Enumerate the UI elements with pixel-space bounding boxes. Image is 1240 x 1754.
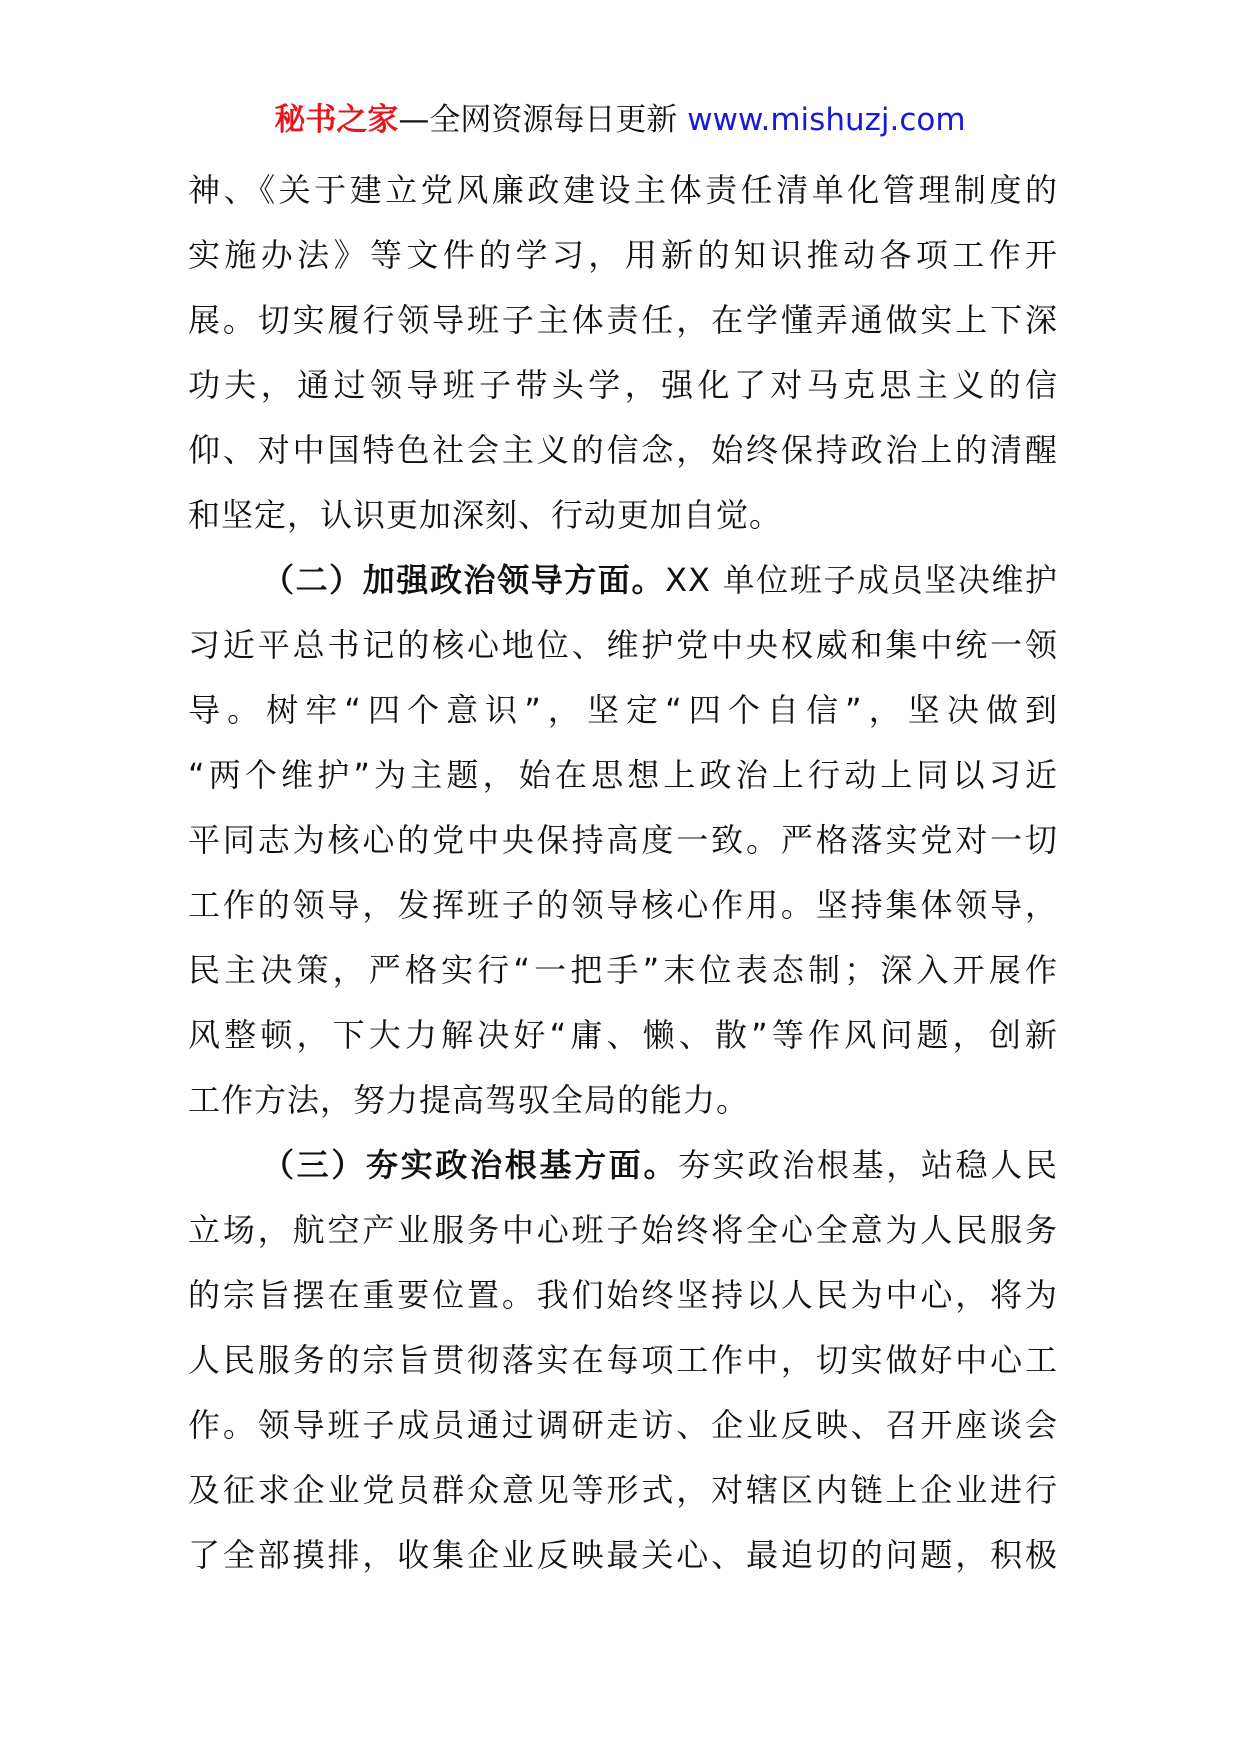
text-fragment: 夯实政治根基，站稳人民 (678, 1146, 1058, 1184)
section-heading: （二）加强政治领导方面。 (262, 561, 666, 599)
text-line: 民主决策，严格实行“一把手”末位表态制；深入开展作 (188, 951, 1058, 989)
text-line: 习近平总书记的核心地位、维护党中央权威和集中统一领 (188, 626, 1058, 664)
text-line: 工作方法，努力提高驾驭全局的能力。 (188, 1081, 750, 1119)
section-heading: （三）夯实政治根基方面。 (262, 1146, 679, 1184)
text-line: “两个维护”为主题，始在思想上政治上行动上同以习近 (188, 756, 1058, 794)
text-line: 展。切实履行领导班子主体责任，在学懂弄通做实上下深 (188, 301, 1058, 339)
text-line: 人民服务的宗旨贯彻落实在每项工作中，切实做好中心工 (188, 1341, 1058, 1379)
site-brand: 秘书之家 (274, 102, 399, 138)
text-line: 功夫，通过领导班子带头学，强化了对马克思主义的信 (188, 366, 1058, 404)
text-line: 仰、对中国特色社会主义的信念，始终保持政治上的清醒 (188, 431, 1058, 469)
text-line: 平同志为核心的党中央保持高度一致。严格落实党对一切 (188, 821, 1058, 859)
site-url-link[interactable]: www.mishuzj.com (687, 102, 966, 138)
text-line: 实施办法》等文件的学习，用新的知识推动各项工作开 (188, 236, 1058, 274)
text-line: 及征求企业党员群众意见等形式，对辖区内链上企业进行 (188, 1471, 1058, 1509)
text-line: 和坚定，认识更加深刻、行动更加自觉。 (188, 496, 783, 534)
header-tagline: —全网资源每日更新 (398, 102, 688, 138)
section-heading-line (188, 548, 1058, 613)
text-fragment: XX 单位班子成员坚决维护 (665, 561, 1058, 599)
text-line: 神、《关于建立党风廉政建设主体责任清单化管理制度的 (188, 171, 1058, 209)
document-body (188, 158, 1058, 1588)
text-line: 作。领导班子成员通过调研走访、企业反映、召开座谈会 (188, 1406, 1058, 1444)
text-line: 的宗旨摆在重要位置。我们始终坚持以人民为中心，将为 (188, 1276, 1058, 1314)
text-line: 导。树牢“四个意识”，坚定“四个自信”，坚决做到 (188, 691, 1058, 729)
text-line: 工作的领导，发挥班子的领导核心作用。坚持集体领导， (188, 886, 1058, 924)
page-header (0, 98, 1240, 142)
text-line: 了全部摸排，收集企业反映最关心、最迫切的问题，积极 (188, 1536, 1058, 1574)
text-line: 风整顿，下大力解决好“庸、懒、散”等作风问题，创新 (188, 1016, 1058, 1054)
text-line: 立场，航空产业服务中心班子始终将全心全意为人民服务 (188, 1211, 1058, 1249)
section-heading-line (188, 1133, 1058, 1198)
